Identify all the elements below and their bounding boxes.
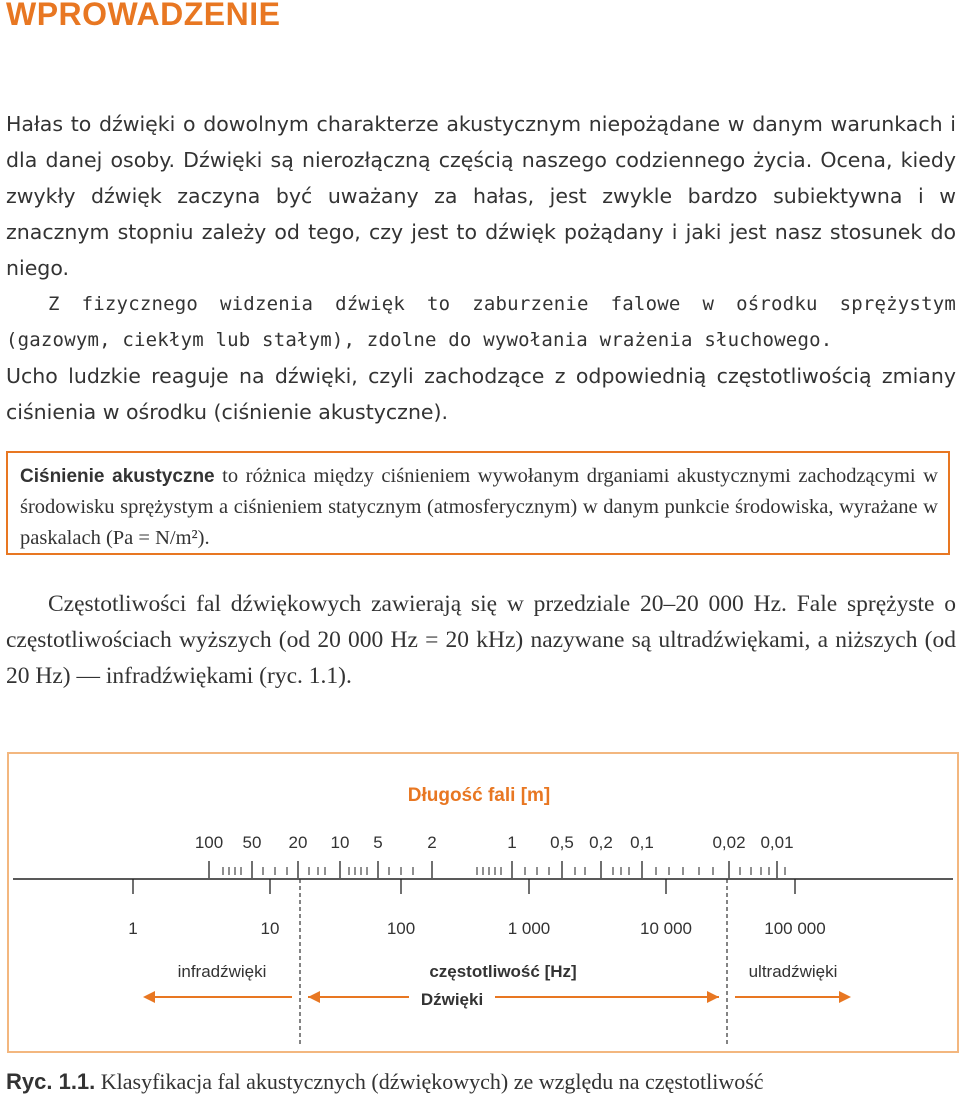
physics-paragraph bbox=[6, 286, 956, 358]
sound-arrowhead-left bbox=[308, 991, 320, 1003]
infrasound-arrowhead bbox=[143, 991, 155, 1003]
wavelength-label: 1 bbox=[507, 833, 517, 852]
figure-caption bbox=[6, 1069, 764, 1095]
frequency-label: 100 000 bbox=[764, 919, 826, 938]
frequency-label: 1 bbox=[128, 919, 138, 938]
definition-box bbox=[6, 451, 950, 555]
wavelength-label: 0,01 bbox=[760, 833, 794, 852]
ultrasound-label: ultradźwięki bbox=[748, 962, 838, 981]
sound-arrowhead-right bbox=[707, 991, 719, 1003]
chapter-heading: WPROWADZENIE bbox=[6, 0, 281, 32]
caption-text: Klasyfikacja fal akustycznych (dźwiękowych) ze względu na częstotliwość bbox=[95, 1069, 764, 1094]
ear-paragraph bbox=[6, 358, 956, 430]
definition-text: to różnica między ciśnieniem wywołanym drganiami akustycznymi zachodzącymi w środowisku sprężystym a ciśnieniem statycznym (atmosferycznym) w danym punkcie środowiska, wyrażane w paskalach (Pa = N/m²). bbox=[20, 465, 938, 549]
definition-term: Ciśnienie akustyczne bbox=[20, 466, 215, 487]
frequency-label: 100 bbox=[386, 919, 416, 938]
paragraph-text: Ucho ludzkie reaguje na dźwięki, czyli zachodzące z odpowiednią częstotliwością zmiany ciśnienia w ośrodku (ciśnienie akustyczne). bbox=[6, 364, 956, 424]
paragraph-body: Z fizycznego widzenia dźwięk to zaburzenie falowe w ośrodku sprężystym (gazowym, ciekłym lub stałym), zdolne do wywołania wrażenia słuchowego. bbox=[6, 293, 956, 351]
ultrasound-arrowhead bbox=[839, 991, 851, 1003]
wavelength-label: 0,02 bbox=[712, 833, 746, 852]
figure-1-1 bbox=[7, 752, 959, 1053]
paragraph-text bbox=[6, 286, 956, 358]
caption-label: Ryc. 1.1. bbox=[6, 1069, 96, 1094]
frequency-diagram bbox=[9, 754, 957, 1051]
wavelength-label: 0,1 bbox=[630, 833, 654, 852]
frequency-label: 1 000 bbox=[507, 919, 551, 938]
frequency-paragraph bbox=[6, 586, 956, 694]
paragraph-text: Hałas to dźwięki o dowolnym charakterze akustycznym niepożądane w danym warunkach i dla danej osoby. Dźwięki są nierozłączną częścią naszego codziennego życia. Ocena, kiedy zwykły dźwięk zaczyna być uważany za hałas, jest zwykle bardzo subiektywna i w znacznym stopniu zależy od tego, czy jest to dźwięk pożądany i jaki jest nasz stosunek do niego. bbox=[6, 112, 956, 280]
wavelength-ticks bbox=[209, 861, 785, 878]
intro-paragraph bbox=[6, 106, 956, 286]
wavelength-label: 0,5 bbox=[550, 833, 574, 852]
wavelength-label: 100 bbox=[194, 833, 224, 852]
wavelength-label: 20 bbox=[288, 833, 308, 852]
wavelength-labels bbox=[195, 833, 794, 852]
infrasound-label: infradźwięki bbox=[177, 962, 267, 981]
frequency-labels bbox=[128, 919, 825, 938]
paragraph-body: Częstotliwości fal dźwiękowych zawierają się w przedziale 20–20 000 Hz. Fale sprężyste o częstotliwościach wyższych (od 20 000 Hz = 20 kHz) nazywane są ultradźwiękami, a niższych (od 20 Hz) — infradźwiękami (ryc. 1.1). bbox=[6, 591, 956, 689]
frequency-title: częstotliwość [Hz] bbox=[429, 962, 577, 981]
wavelength-title: Długość fali [m] bbox=[407, 785, 551, 806]
sound-label: Dźwięki bbox=[420, 990, 484, 1009]
frequency-label: 10 000 bbox=[640, 919, 692, 938]
frequency-ticks bbox=[133, 879, 795, 894]
frequency-label: 10 bbox=[260, 919, 280, 938]
wavelength-label: 10 bbox=[330, 833, 350, 852]
wavelength-label: 0,2 bbox=[589, 833, 613, 852]
wavelength-label: 5 bbox=[373, 833, 383, 852]
wavelength-label: 50 bbox=[242, 833, 262, 852]
wavelength-label: 2 bbox=[427, 833, 437, 852]
